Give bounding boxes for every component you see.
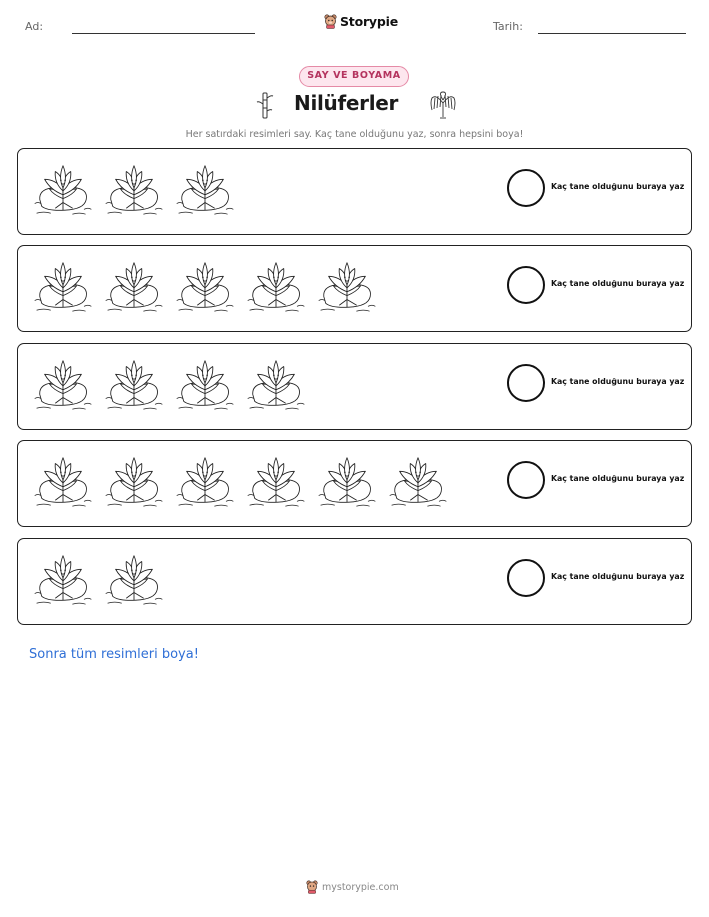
water-lily-icon [318, 254, 376, 314]
bamboo-icon [256, 90, 274, 120]
name-line[interactable] [72, 33, 255, 34]
water-lily-icon [105, 352, 163, 412]
water-lily-icon [105, 449, 163, 509]
water-lily-icon [247, 352, 305, 412]
water-lily-icon [34, 352, 92, 412]
date-line[interactable] [538, 33, 686, 34]
water-lily-icon [247, 449, 305, 509]
answer-circle[interactable] [507, 169, 545, 207]
water-lily-icon [176, 352, 234, 412]
counting-row [17, 245, 692, 332]
site-url: mystorypie.com [322, 881, 399, 893]
counting-row [17, 343, 692, 430]
activity-badge: SAY VE BOYAMA [299, 66, 409, 87]
water-lily-icon [34, 254, 92, 314]
weeping-willow-icon [428, 90, 458, 120]
water-lily-icon [34, 547, 92, 607]
brand-name: Storypie [340, 14, 398, 29]
picture-group [34, 352, 305, 412]
name-label: Ad: [25, 20, 44, 33]
picture-group [34, 157, 234, 217]
water-lily-icon [176, 254, 234, 314]
instructions: Her satırdaki resimleri say. Kaç tane olduğunu yaz, sonra hepsini boya! [185, 129, 524, 140]
water-lily-icon [389, 449, 447, 509]
water-lily-icon [318, 449, 376, 509]
water-lily-icon [176, 157, 234, 217]
water-lily-icon [176, 449, 234, 509]
page-title: Nilüferler [294, 91, 399, 115]
storypie-bear-icon [306, 880, 318, 894]
picture-group [34, 547, 163, 607]
answer-label: Kaç tane olduğunu buraya yaz [551, 279, 685, 288]
picture-group [34, 254, 376, 314]
answer-circle[interactable] [507, 461, 545, 499]
date-label: Tarih: [493, 20, 523, 33]
answer-circle[interactable] [507, 364, 545, 402]
water-lily-icon [34, 449, 92, 509]
counting-row [17, 440, 692, 527]
water-lily-icon [34, 157, 92, 217]
picture-group [34, 449, 447, 509]
water-lily-icon [105, 254, 163, 314]
water-lily-icon [247, 254, 305, 314]
answer-label: Kaç tane olduğunu buraya yaz [551, 182, 685, 191]
storypie-bear-icon [324, 14, 337, 29]
water-lily-icon [105, 157, 163, 217]
counting-row [17, 148, 692, 235]
coloring-note: Sonra tüm resimleri boya! [29, 647, 199, 662]
answer-label: Kaç tane olduğunu buraya yaz [551, 474, 685, 483]
brand-logo [324, 14, 398, 29]
answer-circle[interactable] [507, 266, 545, 304]
footer-site [306, 880, 399, 894]
counting-row [17, 538, 692, 625]
water-lily-icon [105, 547, 163, 607]
answer-label: Kaç tane olduğunu buraya yaz [551, 572, 685, 581]
answer-circle[interactable] [507, 559, 545, 597]
answer-label: Kaç tane olduğunu buraya yaz [551, 377, 685, 386]
